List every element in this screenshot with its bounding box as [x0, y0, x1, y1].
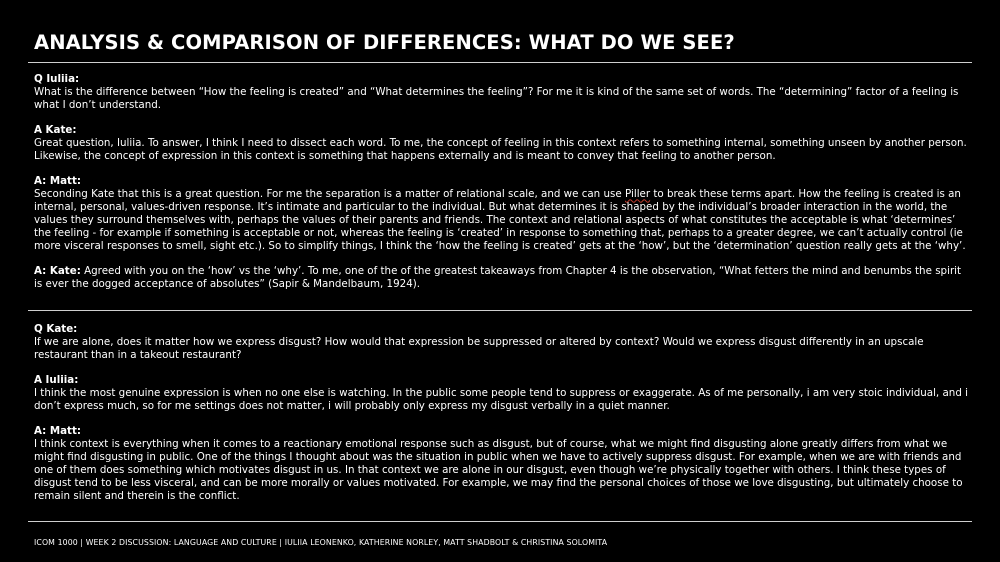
- answer-matt: [34, 425, 969, 502]
- question-label: Q Kate:: [34, 323, 78, 335]
- answer-text-part1: Seconding Kate that this is a great question. For me the separation is a matter of relational scale, and we can use: [34, 188, 625, 201]
- section-divider: [28, 310, 972, 311]
- discussion-section-2: [34, 323, 969, 515]
- answer-label: A Kate:: [34, 124, 77, 137]
- answer-iuliia: [34, 374, 969, 413]
- answer-matt: [34, 175, 969, 252]
- footer-divider: [28, 521, 972, 522]
- answer-label: A: Matt:: [34, 175, 82, 188]
- answer-text-part2: to break these terms apart. How the feeling is created is an internal, personal, values-driven response. It’s intimate and particular to the individual. But what determines it is shaped by the individual’s broader interaction in the world, the values they surround themselves with, perhaps the values of their parents and friends. The context and relational aspects of what constitutes the acceptable is what ‘determines’ the feeling - for example if something is acceptable or not, whereas the feeling is ‘created’ in response to something that, perhaps to a greater degree, we can’t actually control (ie more visceral responses to smell, sight etc.). So to simplify things, I think the ‘how the feeling is created’ gets at the ‘how’, but the ‘determination’ question really gets at the ‘why’.: [34, 188, 966, 252]
- discussion-section-1: [34, 73, 969, 304]
- answer-kate: [34, 124, 969, 163]
- question-text: If we are alone, does it matter how we express disgust? How would that expression be suppressed or altered by context? Would we express disgust differently in an upscale restaurant than in a takeout restaurant?: [34, 335, 924, 361]
- slide-title: ANALYSIS & COMPARISON OF DIFFERENCES: WHAT DO WE SEE?: [34, 31, 735, 54]
- answer-text: I think the most genuine expression is when no one else is watching. In the public some people tend to suppress or exaggerate. As of me personally, i am very stoic individual, and i don’t express much, so for me settings does not matter, i will probably only express my disgust verbally in a quiet manner.: [34, 387, 968, 413]
- question-kate: [34, 323, 969, 362]
- answer-label: A: Matt:: [34, 425, 82, 438]
- answer-text: Agreed with you on the ‘how’ vs the ‘why’. To me, one of the of the greatest takeaways from Chapter 4 is the observation, “What fetters the mind and benumbs the spirit is ever the dogged acceptance of absolutes” (Sapir & Mandelbaum, 1924).: [34, 265, 962, 291]
- answer-kate-followup: [34, 265, 969, 291]
- spellcheck-underlined-word: Piller: [624, 188, 651, 201]
- question-text: What is the difference between “How the feeling is created” and “What determines the feeling”? For me it is kind of the same set of words. The “determining” factor of a feeling is what I don’t understand.: [34, 85, 959, 111]
- answer-label: A: Kate:: [34, 265, 81, 278]
- answer-label: A Iuliia:: [34, 374, 79, 387]
- footer-text: ICOM 1000 | WEEK 2 DISCUSSION: LANGUAGE AND CULTURE | IULIIA LEONENKO, KATHERINE NORLEY, MATT SHADBOLT & CHRISTINA SOLOMITA: [34, 538, 608, 547]
- answer-text: I think context is everything when it comes to a reactionary emotional response such as disgust, but of course, what we might find disgusting alone greatly differs from what we might find disgusting in public. One of the things I thought about was the situation in public when we have to actively suppress disgust. For example, when we are with friends and one of them does something which motivates disgust in us. In that context we are alone in our disgust, even though we’re physically together with others. I think these types of disgust tend to be less visceral, and can be more morally or values motivated. For example, we may find the personal choices of those we love disgusting, but ultimately choose to remain silent and therein is the conflict.: [34, 438, 963, 502]
- question-iuliia: [34, 73, 969, 112]
- answer-text: Great question, Iuliia. To answer, I think I need to dissect each word. To me, the concept of feeling in this context refers to something internal, something unseen by another person. Likewise, the concept of expression in this context is something that happens externally and is meant to convey that feeling to another person.: [34, 137, 967, 163]
- title-divider: [28, 62, 972, 63]
- question-label: Q Iuliia:: [34, 73, 80, 85]
